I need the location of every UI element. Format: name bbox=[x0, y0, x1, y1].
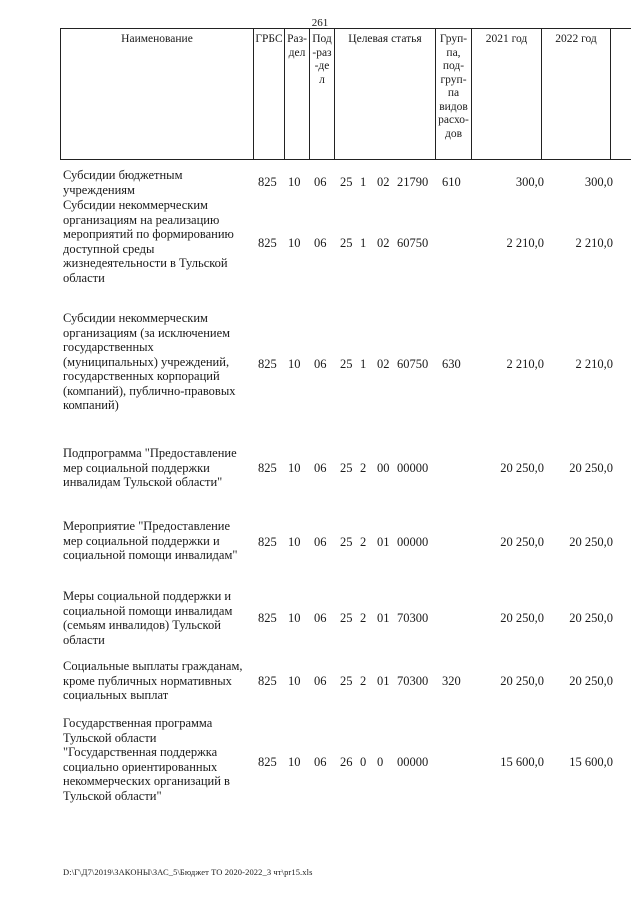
row-target-2: 1 bbox=[360, 236, 367, 250]
row-grbs: 825 bbox=[258, 611, 277, 625]
row-2021: 2 210,0 bbox=[506, 236, 544, 250]
row-2022: 20 250,0 bbox=[569, 461, 613, 475]
row-podrazdel: 06 bbox=[314, 175, 327, 189]
row-2021: 300,0 bbox=[515, 175, 544, 189]
row-podrazdel: 06 bbox=[314, 674, 327, 688]
row-podrazdel: 06 bbox=[314, 461, 327, 475]
row-2021: 15 600,0 bbox=[500, 755, 544, 769]
row-name: Субсидии некоммерческим организациям на реализацию мероприятий по формированию доступной среды жизнедеятельности в Тульской области bbox=[63, 198, 234, 285]
row-target-3: 01 bbox=[377, 674, 390, 688]
row-name: Мероприятие "Предоставление мер социальной поддержки и социальной помощи инвалидам" bbox=[63, 519, 238, 562]
row-podrazdel: 06 bbox=[314, 755, 327, 769]
row-razdel: 10 bbox=[288, 755, 301, 769]
row-target-3: 00 bbox=[377, 461, 390, 475]
row-razdel: 10 bbox=[288, 461, 301, 475]
row-name: Субсидии бюджетным учреждениям bbox=[63, 168, 183, 197]
row-name: Государственная программа Тульской области "Государственная поддержка социально ориентированных некоммерческих организаций в Тульской области" bbox=[63, 716, 230, 803]
header-2022: 2022 год bbox=[542, 29, 611, 159]
row-grbs: 825 bbox=[258, 674, 277, 688]
row-group: 610 bbox=[442, 175, 461, 189]
row-target-2: 2 bbox=[360, 535, 367, 549]
row-2021: 2 210,0 bbox=[506, 357, 544, 371]
row-group: 630 bbox=[442, 357, 461, 371]
row-target-3: 02 bbox=[377, 357, 390, 371]
row-target-1: 25 bbox=[340, 535, 353, 549]
row-grbs: 825 bbox=[258, 535, 277, 549]
row-target-4: 21790 bbox=[397, 175, 429, 189]
header-group: Груп-па, под-груп-па видов расхо-дов bbox=[436, 29, 472, 159]
header-target: Целевая статья bbox=[335, 29, 436, 159]
header-grbs: ГРБС bbox=[254, 29, 285, 159]
row-razdel: 10 bbox=[288, 535, 301, 549]
row-2022: 300,0 bbox=[584, 175, 613, 189]
row-grbs: 825 bbox=[258, 175, 277, 189]
row-target-1: 25 bbox=[340, 674, 353, 688]
row-target-2: 2 bbox=[360, 611, 367, 625]
table-header bbox=[60, 28, 631, 160]
row-target-1: 25 bbox=[340, 175, 353, 189]
row-podrazdel: 06 bbox=[314, 357, 327, 371]
row-razdel: 10 bbox=[288, 611, 301, 625]
header-name: Наименование bbox=[61, 29, 254, 159]
row-podrazdel: 06 bbox=[314, 611, 327, 625]
row-target-2: 0 bbox=[360, 755, 367, 769]
row-target-1: 25 bbox=[340, 611, 353, 625]
row-grbs: 825 bbox=[258, 236, 277, 250]
row-podrazdel: 06 bbox=[314, 535, 327, 549]
row-target-1: 26 bbox=[340, 755, 353, 769]
row-2022: 15 600,0 bbox=[569, 755, 613, 769]
row-target-1: 25 bbox=[340, 357, 353, 371]
row-target-2: 2 bbox=[360, 461, 367, 475]
page-number: 261 bbox=[311, 17, 329, 29]
footer-file-path: D:\Г\Д7\2019\ЗАКОНЫ\ЗАС_5\Бюджет ТО 2020-2022_3 чт\pr15.xls bbox=[63, 867, 313, 877]
row-2022: 2 210,0 bbox=[575, 236, 613, 250]
row-2021: 20 250,0 bbox=[500, 535, 544, 549]
row-razdel: 10 bbox=[288, 674, 301, 688]
row-target-4: 70300 bbox=[397, 611, 429, 625]
row-name: Социальные выплаты гражданам, кроме публичных нормативных социальных выплат bbox=[63, 659, 243, 702]
row-2022: 20 250,0 bbox=[569, 535, 613, 549]
row-target-1: 25 bbox=[340, 236, 353, 250]
row-2022: 20 250,0 bbox=[569, 674, 613, 688]
row-2021: 20 250,0 bbox=[500, 611, 544, 625]
row-grbs: 825 bbox=[258, 461, 277, 475]
row-target-4: 00000 bbox=[397, 755, 429, 769]
row-target-4: 60750 bbox=[397, 357, 429, 371]
row-target-4: 00000 bbox=[397, 535, 429, 549]
row-grbs: 825 bbox=[258, 357, 277, 371]
row-target-3: 01 bbox=[377, 535, 390, 549]
row-target-4: 70300 bbox=[397, 674, 429, 688]
row-podrazdel: 06 bbox=[314, 236, 327, 250]
row-razdel: 10 bbox=[288, 236, 301, 250]
row-2021: 20 250,0 bbox=[500, 461, 544, 475]
row-razdel: 10 bbox=[288, 175, 301, 189]
row-target-4: 60750 bbox=[397, 236, 429, 250]
row-target-2: 2 bbox=[360, 674, 367, 688]
row-target-4: 00000 bbox=[397, 461, 429, 475]
row-name: Подпрограмма "Предоставление мер социальной поддержки инвалидам Тульской области" bbox=[63, 446, 237, 489]
row-name: Меры социальной поддержки и социальной помощи инвалидам (семьям инвалидов) Тульской области bbox=[63, 589, 233, 647]
row-2022: 2 210,0 bbox=[575, 357, 613, 371]
row-grbs: 825 bbox=[258, 755, 277, 769]
row-target-2: 1 bbox=[360, 175, 367, 189]
header-2021: 2021 год bbox=[472, 29, 542, 159]
row-group: 320 bbox=[442, 674, 461, 688]
row-target-3: 01 bbox=[377, 611, 390, 625]
row-name: Субсидии некоммерческим организациям (за исключением государственных (муниципальных) учреждений, государственных корпораций (компаний), публично-правовых компаний) bbox=[63, 311, 236, 412]
row-target-3: 02 bbox=[377, 236, 390, 250]
row-target-3: 02 bbox=[377, 175, 390, 189]
row-2021: 20 250,0 bbox=[500, 674, 544, 688]
row-target-1: 25 bbox=[340, 461, 353, 475]
row-target-3: 0 bbox=[377, 755, 384, 769]
row-2022: 20 250,0 bbox=[569, 611, 613, 625]
row-razdel: 10 bbox=[288, 357, 301, 371]
header-podrazdel: Под-раз-дел bbox=[310, 29, 335, 159]
header-razdel: Раз-дел bbox=[285, 29, 310, 159]
row-target-2: 1 bbox=[360, 357, 367, 371]
